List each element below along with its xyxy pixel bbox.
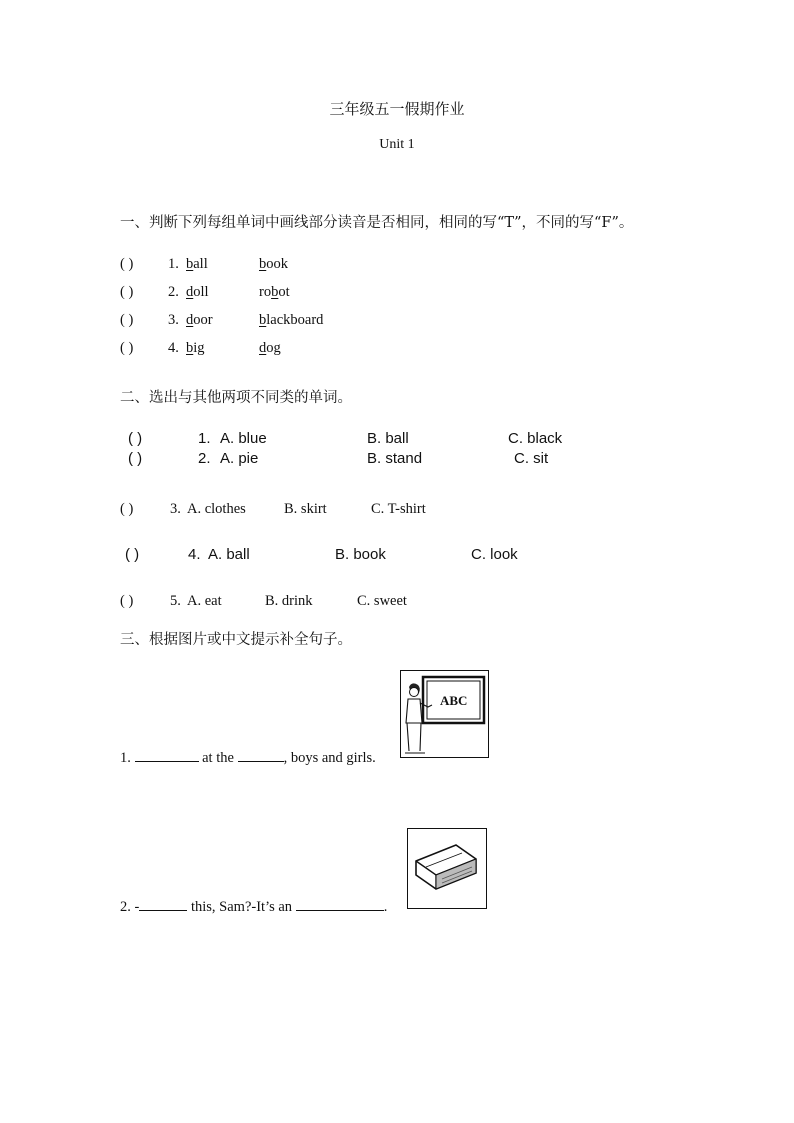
option-b: B. ball xyxy=(367,430,409,447)
item-number: 4. xyxy=(168,340,179,356)
word-b: book xyxy=(259,256,288,272)
word-a: door xyxy=(186,312,213,328)
page-subtitle: Unit 1 xyxy=(379,137,415,152)
page-title: 三年级五一假期作业 xyxy=(329,100,465,118)
item-number: 1. xyxy=(198,430,211,447)
option-b: B. skirt xyxy=(284,501,327,517)
answer-bracket[interactable]: ( ) xyxy=(128,430,143,447)
option-a: A. ball xyxy=(208,546,250,563)
teacher-blackboard-image xyxy=(400,670,489,758)
option-a: A. clothes xyxy=(187,501,246,517)
item-number: 3. xyxy=(168,312,179,328)
q1-text-end: , boys and girls. xyxy=(283,750,376,766)
option-b: B. stand xyxy=(367,450,423,467)
section3-heading: 三、根据图片或中文提示补全句子。 xyxy=(120,632,352,648)
answer-bracket[interactable]: ( ) xyxy=(120,312,134,328)
option-b: B. drink xyxy=(265,593,313,609)
item-number: 4. xyxy=(188,546,201,563)
item-number: 2. xyxy=(198,450,211,467)
option-b: B. book xyxy=(335,546,386,563)
word-b: blackboard xyxy=(259,312,324,328)
q1-text-mid: at the xyxy=(202,750,234,766)
q1-number: 1. xyxy=(120,750,131,766)
teacher-blackboard-drawing xyxy=(401,671,488,757)
answer-bracket[interactable]: ( ) xyxy=(125,546,140,563)
eraser-drawing xyxy=(408,829,486,908)
q2-number: 2. - xyxy=(120,899,140,915)
eraser-image xyxy=(407,828,487,909)
q1-blank-2[interactable] xyxy=(238,749,284,762)
item-number: 1. xyxy=(168,256,179,272)
section1-heading: 一、判断下列每组单词中画线部分读音是否相同，相同的写“T”，不同的写“F”。 xyxy=(120,215,634,231)
word-b: dog xyxy=(259,340,281,356)
option-c: C. sit xyxy=(514,450,549,467)
answer-bracket[interactable]: ( ) xyxy=(120,340,134,356)
q2-blank-1[interactable] xyxy=(139,898,187,911)
option-a: A. blue xyxy=(220,430,267,447)
option-a: A. eat xyxy=(187,593,222,609)
answer-bracket[interactable]: ( ) xyxy=(120,501,134,517)
word-b: robot xyxy=(259,284,290,300)
word-a: doll xyxy=(186,284,209,300)
option-c: C. black xyxy=(508,430,563,447)
option-c: C. look xyxy=(471,546,518,563)
option-c: C. T-shirt xyxy=(371,501,426,517)
item-number: 5. xyxy=(170,593,181,609)
s3-question-2 xyxy=(120,898,387,916)
item-number: 3. xyxy=(170,501,181,517)
q2-text-end: . xyxy=(383,899,388,915)
q2-text-mid: this, Sam?-It’s an xyxy=(190,899,293,915)
answer-bracket[interactable]: ( ) xyxy=(120,593,134,609)
s3-question-1 xyxy=(120,749,376,767)
option-c: C. sweet xyxy=(357,593,407,609)
option-a: A. pie xyxy=(220,450,259,467)
q2-blank-2[interactable] xyxy=(296,898,384,911)
answer-bracket[interactable]: ( ) xyxy=(128,450,143,467)
word-a: big xyxy=(186,340,205,356)
answer-bracket[interactable]: ( ) xyxy=(120,284,134,300)
item-number: 2. xyxy=(168,284,179,300)
word-a: ball xyxy=(186,256,208,272)
q1-blank-1[interactable] xyxy=(135,749,199,762)
section2-heading: 二、选出与其他两项不同类的单词。 xyxy=(120,390,352,406)
board-text: ABC xyxy=(440,693,468,708)
answer-bracket[interactable]: ( ) xyxy=(120,256,134,272)
